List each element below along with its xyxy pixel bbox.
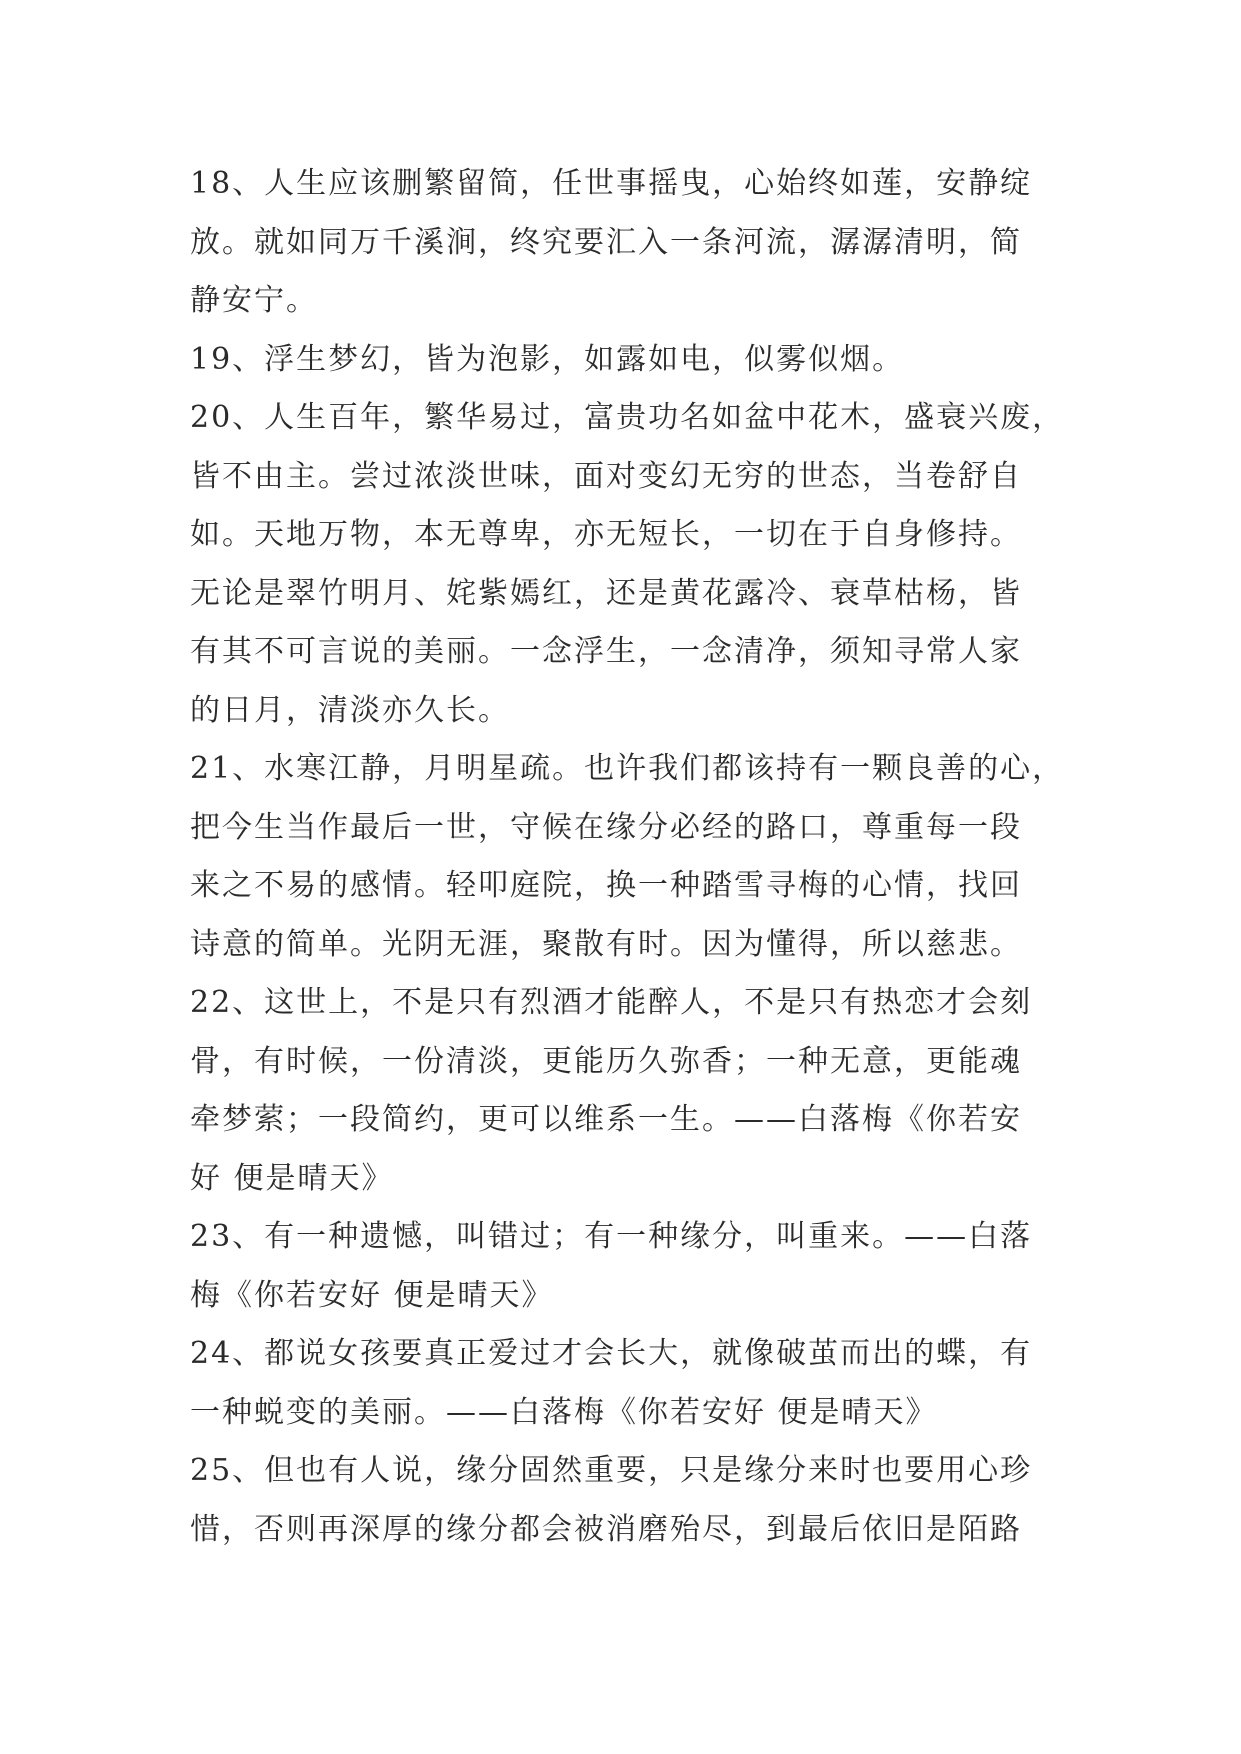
text-line: 24、都说女孩要真正爱过才会长大，就像破茧而出的蝶，有 — [190, 1336, 1033, 1371]
text-line: 放。就如同万千溪涧，终究要汇入一条河流，潺潺清明，简 — [190, 224, 1022, 260]
text-line: 把今生当作最后一世，守候在缘分必经的路口，尊重每一段 — [190, 809, 1022, 845]
text-line: 梅《你若安好 便是晴天》 — [190, 1277, 554, 1313]
text-line: 23、有一种遗憾，叫错过；有一种缘分，叫重来。——白落 — [190, 1219, 1033, 1254]
text-line: 牵梦萦；一段简约，更可以维系一生。——白落梅《你若安 — [190, 1102, 1022, 1137]
text-line: 21、水寒江静，月明星疏。也许我们都该持有一颗良善的心， — [190, 751, 1065, 786]
text-line: 如。天地万物，本无尊卑，亦无短长，一切在于自身修持。 — [190, 517, 1022, 552]
text-line: 19、浮生梦幻，皆为泡影，如露如电，似雾似烟。 — [190, 341, 905, 377]
text-line: 诗意的简单。光阴无涯，聚散有时。因为懂得，所以慈悲。 — [190, 926, 1022, 962]
text-line: 有其不可言说的美丽。一念浮生，一念清净，须知寻常人家 — [190, 634, 1022, 669]
text-line: 20、人生百年，繁华易过，富贵功名如盆中花木，盛衰兴废， — [190, 400, 1065, 435]
text-line: 25、但也有人说，缘分固然重要，只是缘分来时也要用心珍 — [190, 1453, 1033, 1488]
text-line: 的日月，清淡亦久长。 — [190, 692, 510, 728]
text-line: 无论是翠竹明月、姹紫嫣红，还是黄花露冷、衰草枯杨，皆 — [190, 575, 1022, 611]
text-line: 来之不易的感情。轻叩庭院，换一种踏雪寻梅的心情，找回 — [190, 868, 1022, 903]
text-line: 一种蜕变的美丽。——白落梅《你若安好 便是晴天》 — [190, 1394, 938, 1430]
text-line: 惜，否则再深厚的缘分都会被消磨殆尽，到最后依旧是陌路 — [190, 1511, 1022, 1547]
text-line: 好 便是晴天》 — [190, 1160, 394, 1196]
text-line: 静安宁。 — [190, 283, 318, 318]
text-line: 骨，有时候，一份清淡，更能历久弥香；一种无意，更能魂 — [190, 1043, 1022, 1079]
text-line: 皆不由主。尝过浓淡世味，面对变幻无穷的世态，当卷舒自 — [190, 458, 1022, 494]
document-body — [190, 155, 1070, 1559]
text-line: 18、人生应该删繁留简，任世事摇曳，心始终如莲，安静绽 — [190, 166, 1033, 201]
text-line: 22、这世上，不是只有烈酒才能醉人，不是只有热恋才会刻 — [190, 985, 1033, 1020]
